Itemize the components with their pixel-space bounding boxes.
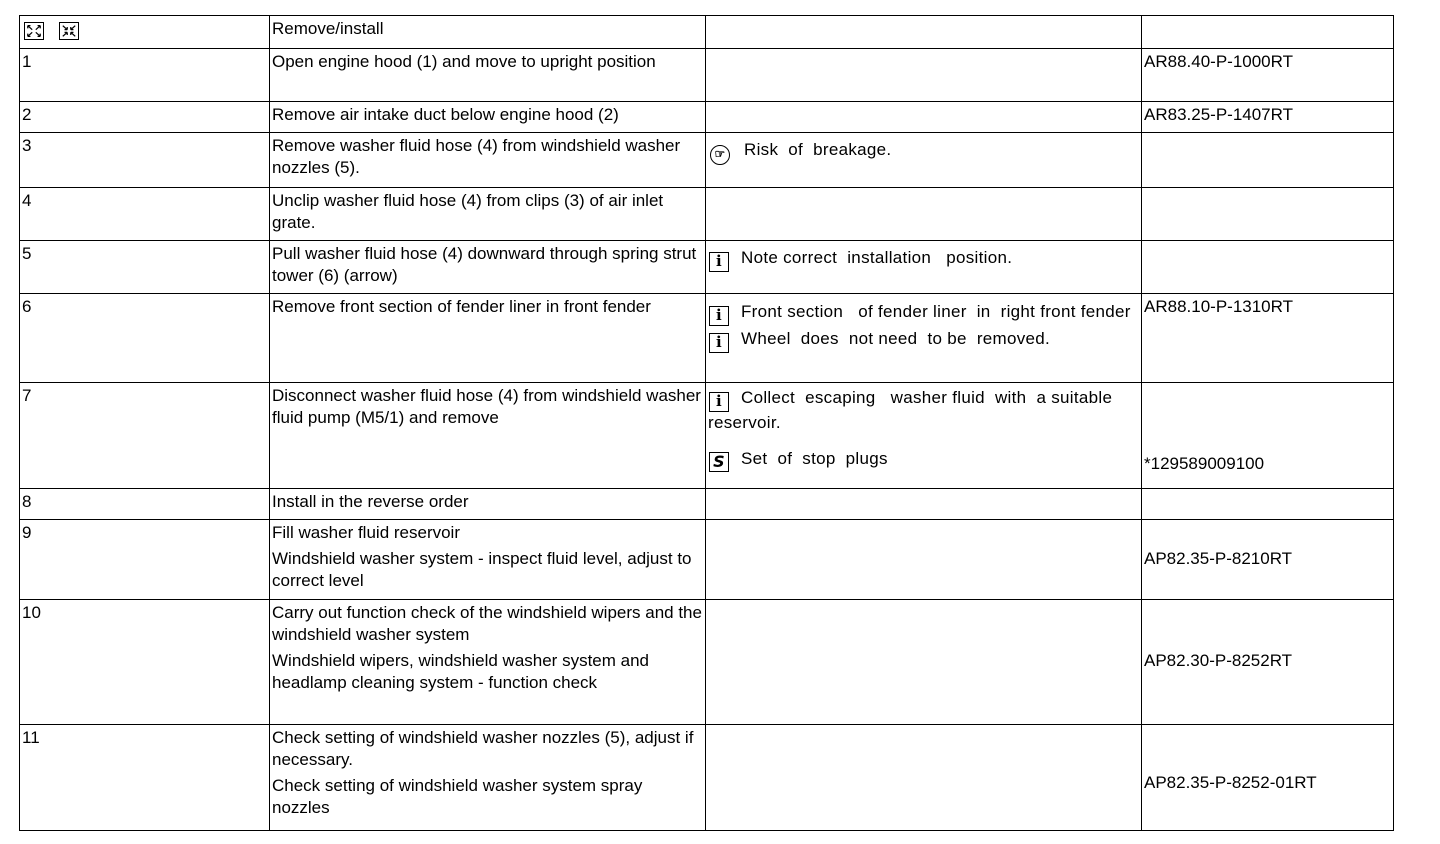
- step-instruction-text: Remove air intake duct below engine hood (2): [272, 105, 619, 124]
- step-instruction-text: Windshield washer system - inspect fluid level, adjust to correct level: [272, 549, 692, 590]
- step-number: 10: [20, 600, 270, 725]
- procedure-table-body: [20, 16, 1394, 831]
- step-instructions: [270, 600, 706, 725]
- step-instructions: [270, 102, 706, 133]
- step-note: [708, 139, 1139, 165]
- step-instructions: [270, 241, 706, 294]
- step-number: 4: [20, 188, 270, 241]
- step-notes: [706, 294, 1142, 383]
- step-instruction-text: Check setting of windshield washer system spray nozzles: [272, 776, 643, 817]
- header-row: [20, 16, 1394, 49]
- step-reference: [1142, 241, 1394, 294]
- step-row: [20, 489, 1394, 520]
- step-reference: [1142, 133, 1394, 188]
- step-reference: [1142, 520, 1394, 600]
- step-notes: [706, 49, 1142, 102]
- step-notes: [706, 600, 1142, 725]
- step-instructions: [270, 133, 706, 188]
- step-row: [20, 49, 1394, 102]
- step-note-text: Note correct installation position.: [741, 248, 1013, 267]
- step-note-text: Front section of fender liner in right front fender: [741, 302, 1131, 321]
- special-tool-icon: S: [709, 452, 729, 472]
- step-row: [20, 520, 1394, 600]
- step-instructions: [270, 383, 706, 489]
- reference-link[interactable]: *129589009100: [1144, 454, 1265, 473]
- step-number: 1: [20, 49, 270, 102]
- step-row: [20, 241, 1394, 294]
- step-notes: [706, 102, 1142, 133]
- reference-link[interactable]: AR83.25-P-1407RT: [1144, 105, 1293, 124]
- step-instructions: [270, 294, 706, 383]
- reference-link[interactable]: AR88.40-P-1000RT: [1144, 52, 1293, 71]
- step-row: [20, 102, 1394, 133]
- step-reference: [1142, 49, 1394, 102]
- step-number: 5: [20, 241, 270, 294]
- step-instruction-text: Pull washer fluid hose (4) downward through spring strut tower (6) (arrow): [272, 244, 697, 285]
- step-number: 2: [20, 102, 270, 133]
- step-notes: [706, 241, 1142, 294]
- step-note-text: Risk of breakage.: [744, 140, 892, 159]
- step-instructions: [270, 520, 706, 600]
- step-instruction-text: Install in the reverse order: [272, 492, 469, 511]
- step-instruction-text: Carry out function check of the windshield wipers and the windshield washer system: [272, 603, 702, 644]
- step-instructions: [270, 489, 706, 520]
- step-notes: [706, 188, 1142, 241]
- step-note: [708, 301, 1139, 326]
- step-number: 9: [20, 520, 270, 600]
- step-row: [20, 600, 1394, 725]
- step-number: 7: [20, 383, 270, 489]
- step-row: [20, 294, 1394, 383]
- header-label: Remove/install: [270, 16, 706, 49]
- step-row: [20, 133, 1394, 188]
- step-notes: [706, 520, 1142, 600]
- step-instruction-text: Open engine hood (1) and move to upright position: [272, 52, 656, 71]
- step-instruction-text: Check setting of windshield washer nozzles (5), adjust if necessary.: [272, 728, 694, 769]
- step-instructions: [270, 725, 706, 831]
- step-notes: [706, 725, 1142, 831]
- procedure-table: [19, 15, 1394, 831]
- step-instruction-text: Unclip washer fluid hose (4) from clips (3) of air inlet grate.: [272, 191, 664, 232]
- step-instructions: [270, 49, 706, 102]
- step-reference: [1142, 489, 1394, 520]
- step-instruction-text: Remove washer fluid hose (4) from windshield washer nozzles (5).: [272, 136, 681, 177]
- expand-arrows-icon[interactable]: [24, 22, 44, 40]
- info-icon: i: [709, 306, 729, 326]
- step-instruction-text: Windshield wipers, windshield washer system and headlamp cleaning system - function check: [272, 651, 649, 692]
- step-instructions: [270, 188, 706, 241]
- step-note-text: Wheel does not need to be removed.: [741, 329, 1051, 348]
- step-note: [708, 448, 1139, 472]
- info-icon: i: [709, 333, 729, 353]
- reference-link[interactable]: AR88.10-P-1310RT: [1144, 297, 1293, 316]
- step-reference: [1142, 600, 1394, 725]
- step-number: 8: [20, 489, 270, 520]
- step-row: [20, 188, 1394, 241]
- header-refs-cell: [1142, 16, 1394, 49]
- step-note-text: Set of stop plugs: [741, 449, 888, 468]
- step-reference: [1142, 725, 1394, 831]
- info-icon: i: [709, 392, 729, 412]
- step-notes: [706, 383, 1142, 489]
- step-instruction-text: Disconnect washer fluid hose (4) from windshield washer fluid pump (M5/1) and remove: [272, 386, 701, 427]
- step-notes: [706, 489, 1142, 520]
- step-note: [708, 247, 1139, 272]
- collapse-arrows-icon[interactable]: [59, 22, 79, 40]
- reference-link[interactable]: AP82.35-P-8252-01RT: [1144, 773, 1317, 792]
- step-instruction-text: Fill washer fluid reservoir: [272, 523, 460, 542]
- step-note: [708, 328, 1139, 353]
- reference-link[interactable]: AP82.30-P-8252RT: [1144, 651, 1293, 670]
- header-notes-cell: [706, 16, 1142, 49]
- info-icon: i: [709, 252, 729, 272]
- step-reference: [1142, 294, 1394, 383]
- step-row: [20, 383, 1394, 489]
- header-icons-cell: [20, 16, 270, 49]
- step-number: 6: [20, 294, 270, 383]
- step-reference: [1142, 102, 1394, 133]
- step-note: [708, 387, 1139, 434]
- risk-icon: ☞: [710, 145, 730, 165]
- step-number: 11: [20, 725, 270, 831]
- reference-link[interactable]: AP82.35-P-8210RT: [1144, 549, 1293, 568]
- step-note-text: Collect escaping washer fluid with a suitable reservoir.: [708, 388, 1118, 432]
- step-reference: [1142, 383, 1394, 489]
- step-instruction-text: Remove front section of fender liner in front fender: [272, 297, 651, 316]
- step-reference: [1142, 188, 1394, 241]
- step-row: [20, 725, 1394, 831]
- step-notes: [706, 133, 1142, 188]
- step-number: 3: [20, 133, 270, 188]
